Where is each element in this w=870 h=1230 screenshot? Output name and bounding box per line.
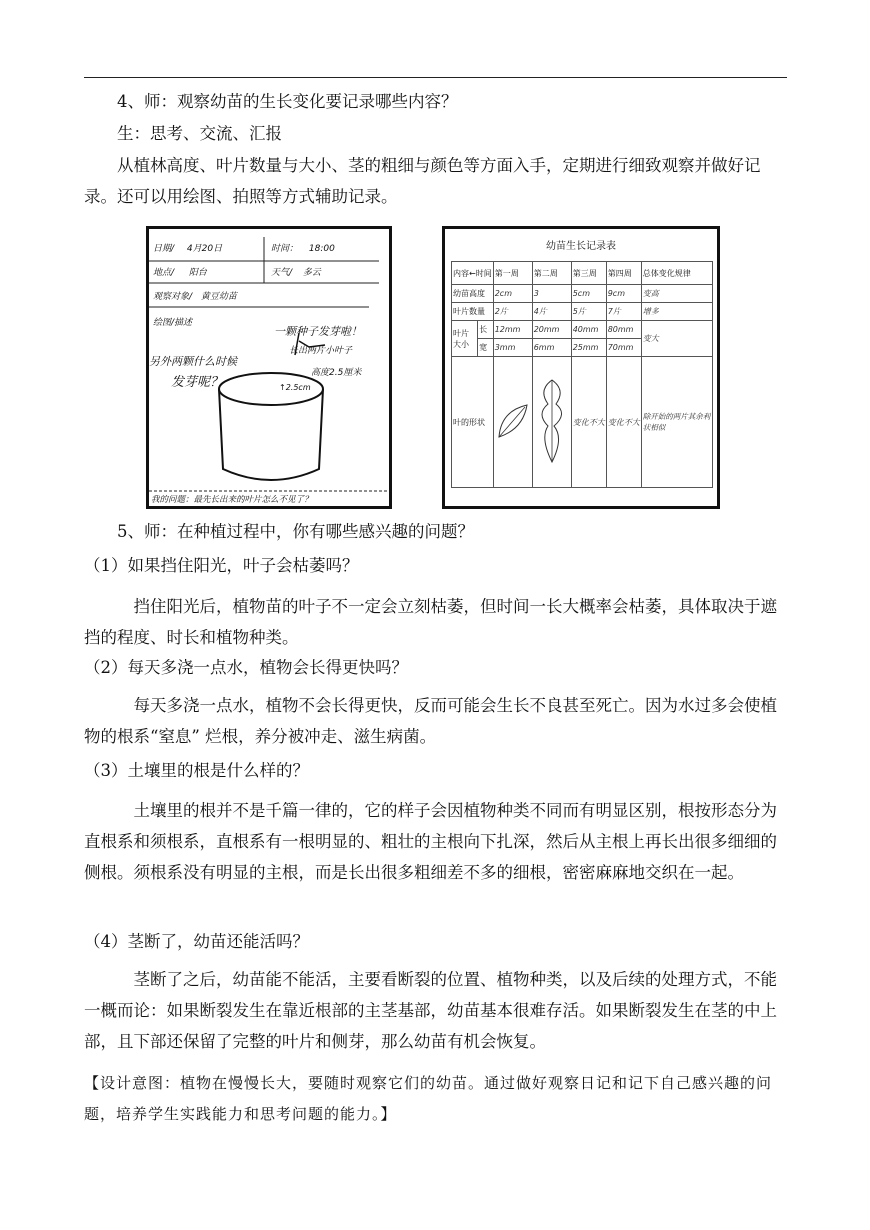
table-header: 第四周	[606, 262, 641, 285]
table-header: 第一周	[493, 262, 532, 285]
section4-student: 生：思考、交流、汇报	[117, 124, 282, 143]
place-value: 阳台	[188, 268, 207, 278]
object-value: 黄豆幼苗	[200, 292, 237, 302]
leaf-sketch-icon	[534, 376, 570, 466]
leaf-size-label: 叶片大小	[452, 321, 478, 357]
section4-body: 从植林高度、叶片数量与大小、茎的粗细与颜色等方面入手，定期进行细致观察并做好记录。还可以用绘图、拍照等方式辅助记录。	[84, 156, 761, 206]
question-2: （2）每天多浇一点水，植物会长得更快吗？	[84, 658, 408, 677]
weather-value: 多云	[302, 268, 321, 278]
note-other-seeds: 另外两颗什么时候	[149, 355, 237, 368]
header-rule	[84, 77, 787, 78]
note-height: 高度2.5厘米	[311, 368, 362, 378]
answer-1: 挡住阳光后，植物苗的叶子不一定会立刻枯萎，但时间一长大概率会枯萎，具体取决于遮挡的程度、时长和植物种类。	[84, 597, 777, 647]
growth-table	[451, 261, 713, 488]
growth-record-figure	[442, 226, 720, 509]
table-title: 幼苗生长记录表	[546, 241, 616, 252]
object-label: 观察对象/	[153, 292, 193, 302]
date-label: 日期/	[153, 244, 175, 254]
leaf-sketch-icon	[495, 401, 531, 441]
note-other-seeds-2: 发芽呢？	[171, 375, 224, 390]
time-value: 18:00	[308, 244, 335, 254]
diary-question: 我的问题：最先长出来的叶片怎么不见了？	[151, 495, 313, 505]
table-row: 叶片大小 长 12mm 20mm 40mm 80mm 变大	[452, 321, 713, 339]
table-header: 总体变化规律	[641, 262, 712, 285]
draw-label: 绘图/描述	[153, 318, 193, 328]
table-header: 第三周	[571, 262, 606, 285]
leaf-sketch-cell	[493, 357, 532, 488]
section5-teacher: 5、师：在种植过程中，你有哪些感兴趣的问题？	[117, 522, 474, 541]
note-leaves: 长出两片小叶子	[289, 346, 353, 356]
answer-2: 每天多浇一点水，植物不会长得更快，反而可能会生长不良甚至死亡。因为水过多会使植物的根系“窒息” 烂根，养分被冲走、滋生病菌。	[84, 696, 777, 746]
design-intent: 【设计意图：植物在慢慢长大，要随时观察它们的幼苗。通过做好观察日记和记下自己感兴趣的问题，培养学生实践能力和思考问题的能力。】	[84, 1074, 773, 1123]
question-3: （3）土壤里的根是什么样的？	[84, 761, 309, 780]
question-4: （4）茎断了，幼苗还能活吗？	[84, 932, 309, 951]
observation-diary-figure	[146, 226, 392, 509]
section4-teacher: 4、师：观察幼苗的生长变化要记录哪些内容？	[117, 92, 458, 111]
answer-4: 茎断了之后，幼苗能不能活，主要看断裂的位置、植物种类，以及后续的处理方式，不能一概而论：如果断裂发生在靠近根部的主茎基部，幼苗基本很难存活。如果断裂发生在茎的中上部，且下部还保留了完整的叶片和侧芽，那么幼苗有机会恢复。	[84, 970, 777, 1051]
question-1: （1）如果挡住阳光，叶子会枯萎吗？	[84, 556, 359, 575]
table-header: 第二周	[532, 262, 571, 285]
shape-label: 叶的形状	[452, 357, 494, 488]
table-row: 叶片数量 2片 4片 5片 7片 增多	[452, 303, 713, 321]
table-row: 宽 3mm 6mm 25mm 70mm	[452, 339, 713, 357]
table-row: 叶的形状 变化不大 变化不大 除开始的两片其余利状相似	[452, 357, 713, 488]
weather-label: 天气/	[271, 268, 293, 278]
measure-label: ↑2.5cm	[279, 383, 311, 392]
note-sprout: 一颗种子发芽啦！	[274, 325, 362, 338]
date-value: 4月20日	[186, 244, 223, 254]
answer-3: 土壤里的根并不是千篇一律的，它的样子会因植物种类不同而有明显区别，根按形态分为直根系和须根系，直根系有一根明显的、粗壮的主根向下扎深，然后从主根上再长出很多细细的侧根。须根系没有明显的主根，而是长出很多粗细差不多的细根，密密麻麻地交织在一起。	[84, 801, 777, 882]
table-row: 幼苗高度 2cm 3 5cm 9cm 变高	[452, 285, 713, 303]
time-label: 时间：	[271, 244, 299, 254]
place-label: 地点/	[153, 268, 175, 278]
table-corner: 内容←时间	[452, 262, 494, 285]
leaf-sketch-cell	[532, 357, 571, 488]
